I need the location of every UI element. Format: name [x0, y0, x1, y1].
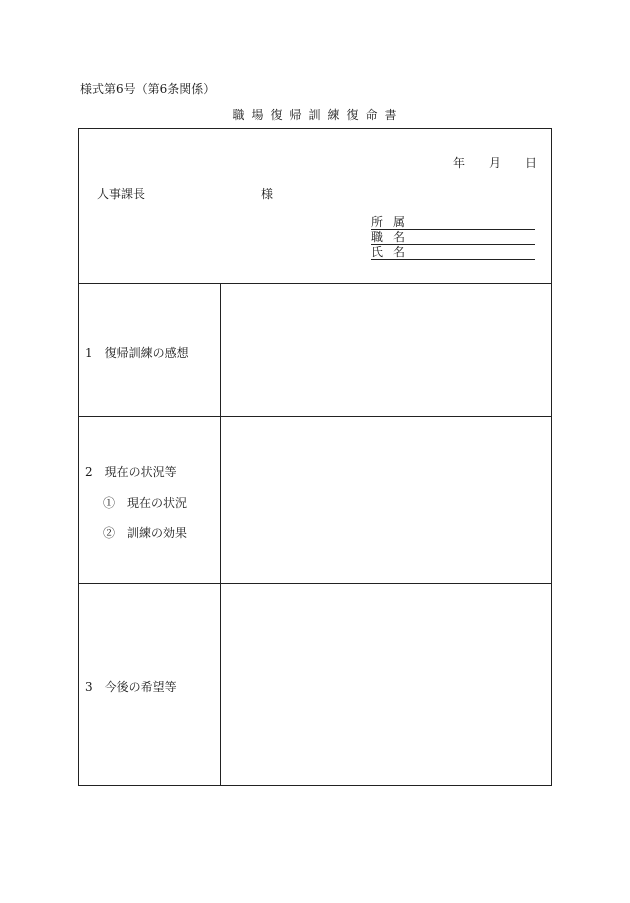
- name-field: [371, 245, 535, 260]
- name-label: 氏名: [371, 245, 416, 259]
- position-label: 職名: [371, 230, 416, 244]
- section-title-impressions: 1 復帰訓練の感想: [85, 346, 189, 360]
- section-title-wishes: 3 今後の希望等: [85, 680, 177, 694]
- date-year-label: 年: [453, 156, 466, 170]
- addressee: 人事課長: [97, 187, 146, 201]
- form-reference: 様式第6号（第6条関係）: [80, 82, 216, 96]
- header-section: [79, 129, 551, 284]
- honorific: 様: [261, 187, 274, 201]
- section-label-cell: [79, 417, 221, 583]
- section-title-status: 2 現在の状況等: [85, 465, 177, 479]
- date-day-label: 日: [525, 156, 538, 170]
- section-row-impressions: [79, 284, 551, 417]
- position-field: [371, 230, 535, 245]
- section-row-wishes: [79, 584, 551, 785]
- date-month-label: 月: [489, 156, 502, 170]
- subitem-training-effect: ② 訓練の効果: [103, 526, 188, 540]
- subitem-current-status: ① 現在の状況: [103, 496, 188, 510]
- affiliation-label: 所属: [371, 215, 416, 229]
- section-row-status: [79, 417, 551, 584]
- section-label-cell: [79, 284, 221, 416]
- section-label-cell: [79, 584, 221, 785]
- form-frame: [78, 128, 552, 786]
- affiliation-field: [371, 215, 535, 230]
- document-title: 職場復帰訓練復命書: [232, 108, 404, 122]
